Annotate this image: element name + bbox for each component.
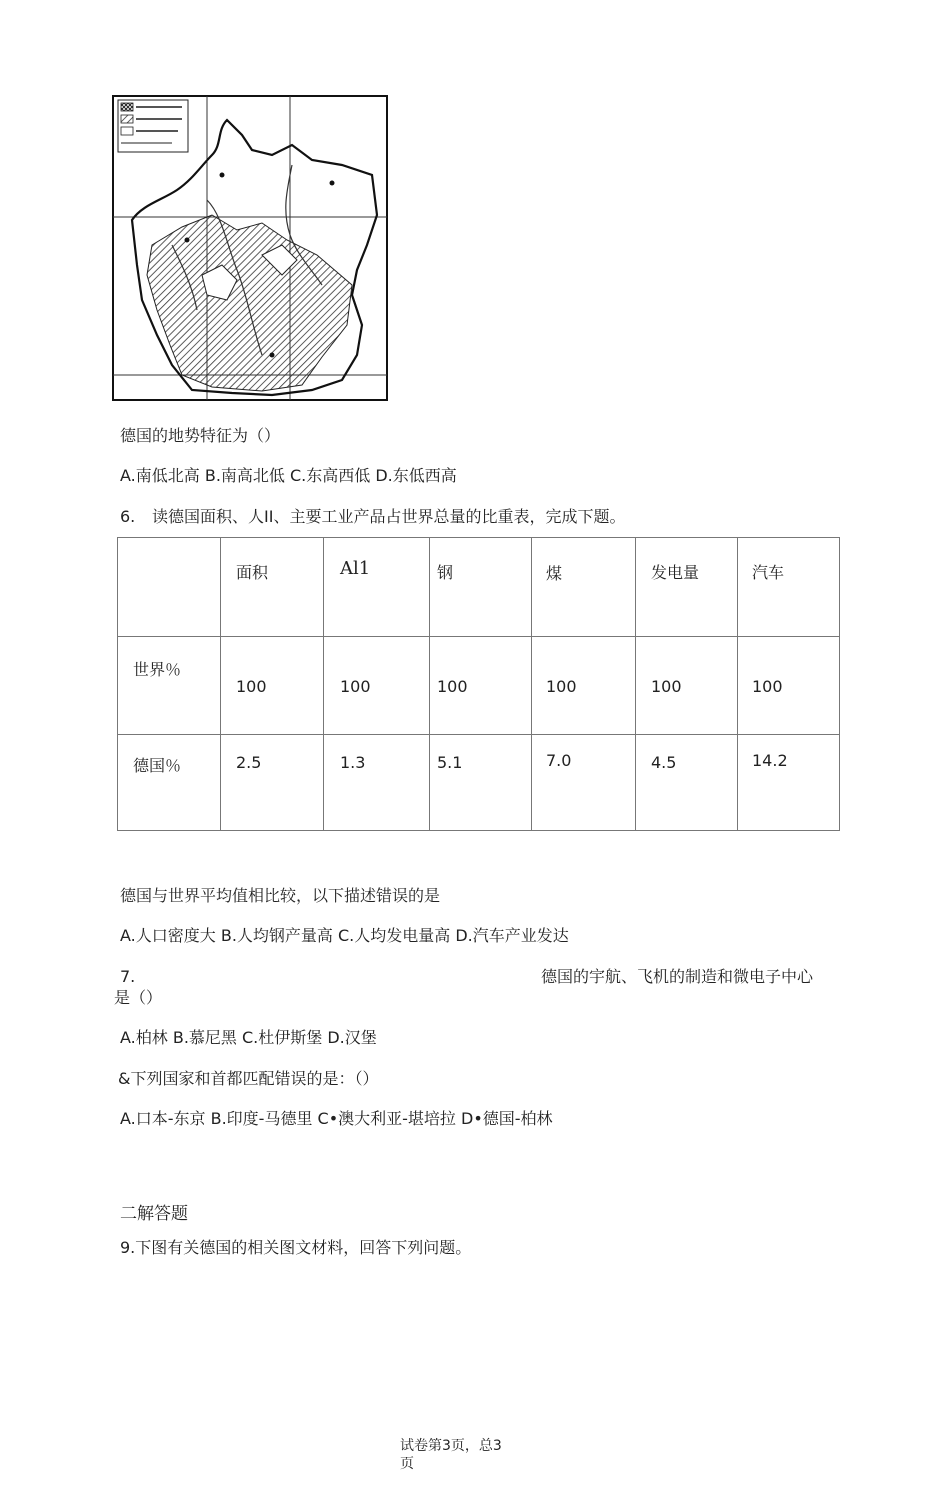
table-cell: 100 — [221, 637, 324, 735]
table-cell: 100 — [738, 637, 840, 735]
table-cell: 100 — [532, 637, 636, 735]
table-header-cell: 钢 — [430, 538, 532, 637]
table-cell: 7.0 — [532, 735, 636, 831]
table-cell: 4.5 — [636, 735, 738, 831]
q6-stem: 读德国面积、人II、主要工业产品占世界总量的比重表，完成下题。 — [152, 507, 626, 526]
germany-terrain-map — [112, 95, 388, 401]
footer-line-2: 页 — [400, 1456, 414, 1472]
q6-sub-stem: 德国与世界平均值相比较，以下描述错误的是 — [120, 886, 441, 905]
page-footer — [400, 1437, 502, 1473]
table-cell: 100 — [636, 637, 738, 735]
q8-stem: &下列国家和首都匹配错误的是：（） — [118, 1069, 379, 1088]
table-cell: 14.2 — [738, 735, 840, 831]
table-cell: 5.1 — [430, 735, 532, 831]
q6-options: A.人口密度大 B.人均钢产量高 C.人均发电量高 D.汽车产业发达 — [120, 926, 569, 945]
table-row — [118, 637, 840, 735]
table-header-cell — [118, 538, 221, 637]
section-title: 二解答题 — [120, 1204, 188, 1224]
q7-stem: 德国的宇航、飞机的制造和微电子中心 — [541, 967, 814, 986]
footer-line-1: 试卷第3页，总3 — [400, 1438, 502, 1454]
table-header-cell: Al1 — [324, 538, 430, 637]
q5-options: A.南低北高 B.南高北低 C.东高西低 D.东低西高 — [120, 466, 457, 485]
table-header-cell: 发电量 — [636, 538, 738, 637]
table-row-label: 世界％ — [118, 637, 221, 735]
table-row — [118, 735, 840, 831]
table-header-cell: 面积 — [221, 538, 324, 637]
table-cell: 1.3 — [324, 735, 430, 831]
table-cell: 100 — [324, 637, 430, 735]
q5-stem: 德国的地势特征为（） — [120, 426, 281, 445]
table-row-label: 德国％ — [118, 735, 221, 831]
q7-number: 7. — [120, 967, 136, 986]
germany-share-table — [117, 537, 840, 831]
q7-options: A.柏林 B.慕尼黑 C.杜伊斯堡 D.汉堡 — [120, 1028, 377, 1047]
table-header-cell: 煤 — [532, 538, 636, 637]
table-cell: 100 — [430, 637, 532, 735]
q7-stem-tail: 是（） — [114, 988, 163, 1007]
q9-stem: 9.下图有关德国的相关图文材料，回答下列问题。 — [120, 1238, 472, 1257]
table-header-row — [118, 538, 840, 637]
q6-number: 6. — [120, 507, 136, 526]
q8-options: A.口本-东京 B.印度-马德里 C•澳大利亚-堪培拉 D•德国-柏林 — [120, 1109, 553, 1128]
table-cell: 2.5 — [221, 735, 324, 831]
table-header-cell: 汽车 — [738, 538, 840, 637]
